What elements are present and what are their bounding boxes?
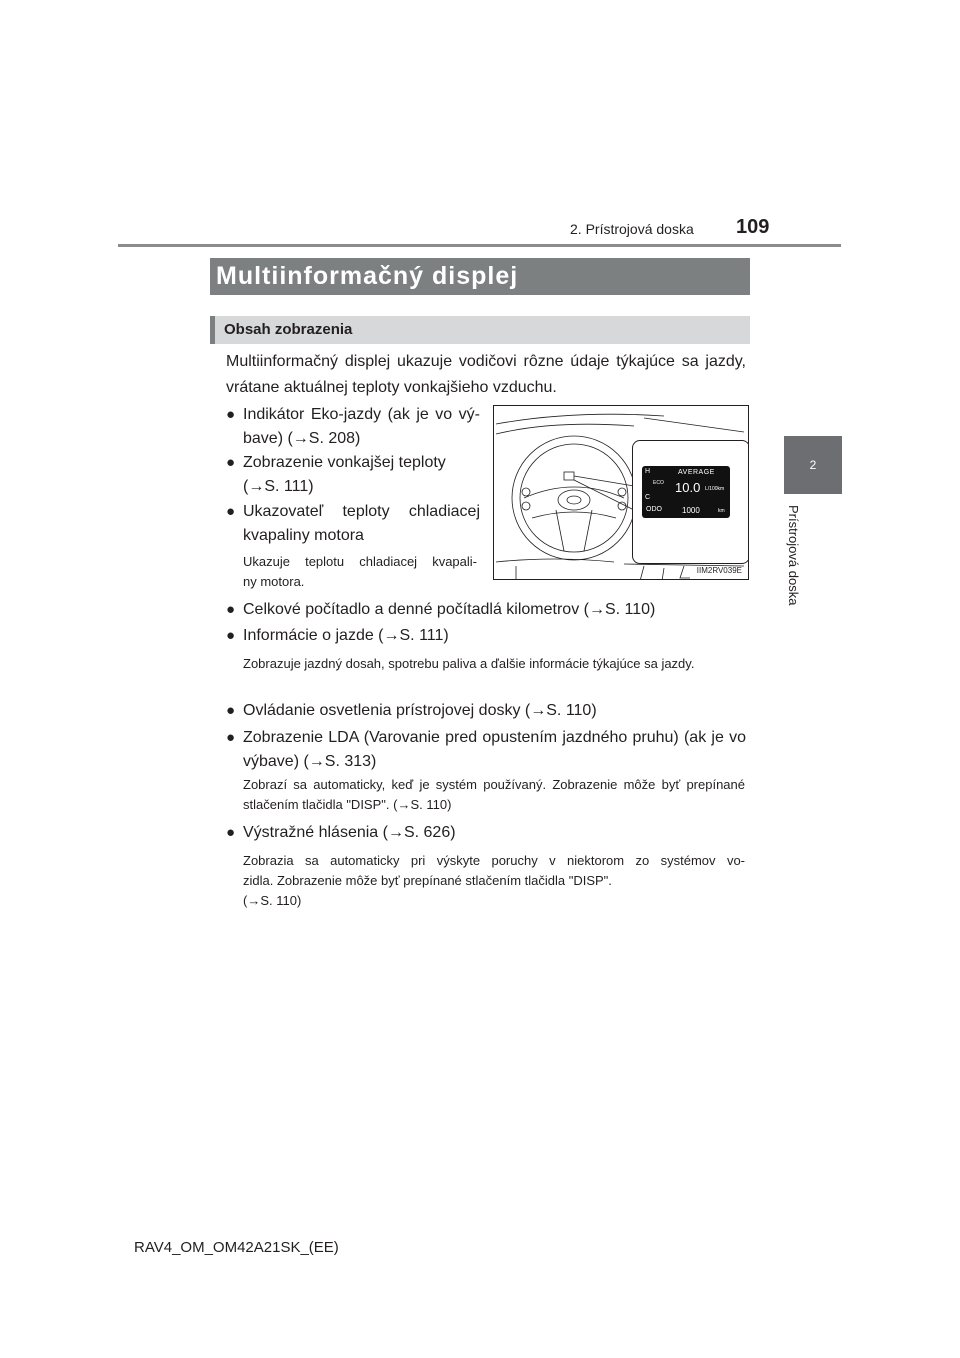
- footer-doc-code: RAV4_OM_OM42A21SK_(EE): [134, 1239, 339, 1256]
- bullet-item: ● Indikátor Eko-jazdy (ak je vo vý- bave) (→S. 208): [226, 403, 480, 451]
- display-odo-value: 1000: [682, 506, 700, 515]
- bullet-note: Zobrazia sa automaticky pri výskyte poruchy v niektorom zo systémov vo- zidla. Zobrazenie môže byť prepínané stlačením tlačidla "DISP". (→S. 110): [243, 853, 745, 908]
- bullet-note: Zobrazuje jazdný dosah, spotrebu paliva a ďalšie informácie týkajúce sa jazdy.: [243, 656, 695, 671]
- bullet-note: Zobrazí sa automaticky, keď je systém používaný. Zobrazenie môže byť prepínané stlačením tlačidla "DISP". (→S. 110): [243, 777, 745, 812]
- bullet-item: ● Ovládanie osvetlenia prístrojovej dosky (→S. 110): [226, 699, 746, 723]
- bullet-item: ● Výstražné hlásenia (→S. 626): [226, 821, 746, 845]
- display-eco-mark: ECO: [653, 480, 664, 486]
- header-section-title: 2. Prístrojová doska: [570, 221, 694, 237]
- bullet-icon: ●: [226, 503, 236, 520]
- bullet-icon: ●: [226, 702, 236, 719]
- bullet-icon: ●: [226, 627, 236, 644]
- header-rule: [118, 244, 841, 247]
- side-chapter-label: Prístrojová doska: [786, 505, 801, 606]
- bullet-icon: ●: [226, 454, 236, 471]
- figure-code: IIM2RV039E: [696, 566, 742, 575]
- dashboard-illustration: [493, 405, 749, 580]
- page-number: 109: [736, 216, 770, 238]
- bullet-item: ● Celkové počítadlo a denné počítadlá kilometrov (→S. 110): [226, 598, 746, 622]
- display-odo-unit: km: [718, 508, 725, 514]
- page-title-bar: [210, 258, 750, 295]
- bullet-icon: ●: [226, 824, 236, 841]
- display-c-mark: C: [645, 494, 651, 501]
- bullet-note: Ukazuje teplotu chladiacej kvapali- ny motora.: [243, 554, 477, 589]
- bullet-icon: ●: [226, 729, 236, 746]
- subtitle: Obsah zobrazenia: [224, 321, 353, 338]
- page-title: Multiinformačný displej: [216, 262, 519, 290]
- display-value: 10.0: [675, 480, 701, 495]
- bullet-icon: ●: [226, 406, 236, 423]
- bullet-item: ● Informácie o jazde (→S. 111): [226, 624, 746, 648]
- bullet-item: ● Ukazovateľ teploty chladiacej kvapaliny motora: [226, 500, 480, 548]
- display-odo-label: ODO: [646, 506, 662, 513]
- display-mode: AVERAGE: [678, 469, 715, 476]
- side-chapter-tab: 2: [784, 436, 842, 494]
- bullet-item: ● Zobrazenie vonkajšej teploty (→S. 111): [226, 451, 480, 499]
- bullet-item: ● Zobrazenie LDA (Varovanie pred opustením jazdného pruhu) (ak je vo výbave) (→S. 313): [226, 726, 746, 774]
- bullet-icon: ●: [226, 601, 236, 618]
- display-h-mark: H: [645, 468, 651, 475]
- display-screen: [642, 466, 730, 518]
- subtitle-bar: [210, 316, 750, 344]
- intro-paragraph: Multiinformačný displej ukazuje vodičovi rôzne údaje týkajúce sa jazdy, vrátane aktuálnej teploty vonkajšieho vzduchu.: [226, 353, 746, 396]
- display-unit: L/100km: [705, 486, 725, 492]
